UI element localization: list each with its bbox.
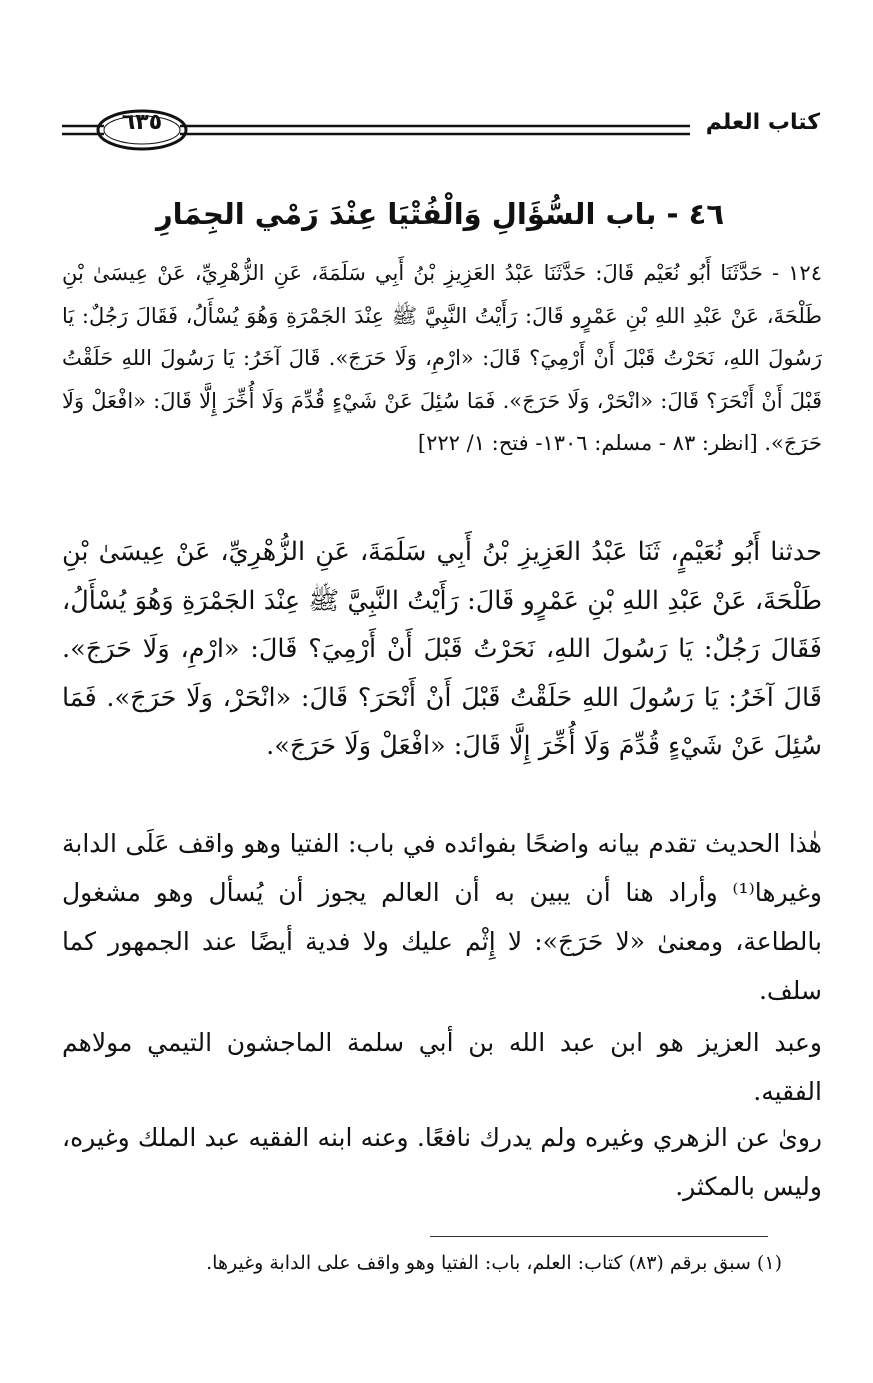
book-title: كتاب العلم [705, 110, 820, 135]
page-number: ٦٣٥ [121, 110, 163, 135]
footnote: (١) سبق برقم (٨٣) كتاب: العلم، باب: الفتيا وهو واقف على الدابة وغيرها. [206, 1252, 782, 1274]
footnote-divider [430, 1236, 768, 1237]
hadith-text: ١٢٤ - حَدَّثَنَا أَبُو نُعَيْم قَالَ: حَدَّثَنَا عَبْدُ العَزِيزِ بْنُ أَبِي سَلَمَةَ، عَنِ الزُّهْرِيِّ، عَنْ عِيسَىٰ بْنِ طَلْحَةَ، عَنْ عَبْدِ اللهِ بْنِ عَمْرٍو قَالَ: رَأَيْتُ النَّبِيَّ ﷺ عِنْدَ الجَمْرَةِ وَهُوَ يُسْأَلُ، فَقَالَ رَجُلٌ: يَا رَسُولَ اللهِ، نَحَرْتُ قَبْلَ أَنْ أَرْمِيَ؟ قَالَ: «ارْمِ، وَلَا حَرَجَ». قَالَ آخَرُ: يَا رَسُولَ اللهِ حَلَقْتُ قَبْلَ أَنْ أَنْحَرَ؟ قَالَ: «انْحَرْ، وَلَا حَرَجَ». فَمَا سُئِلَ عَنْ شَيْءٍ قُدِّمَ وَلَا أُخِّرَ إِلَّا قَالَ: «افْعَلْ وَلَا حَرَجَ». [انظر: ٨٣ - مسلم: ١٣٠٦- فتح: ١/ ٢٢٢] [62, 261, 822, 455]
commentary-paragraph: وعبد العزيز هو ابن عبد الله بن أبي سلمة الماجشون التيمي مولاهم الفقيه. [62, 1028, 822, 1106]
commentary-isnad: حدثنا أَبُو نُعَيْمٍ، ثَنَا عَبْدُ العَزِيزِ بْنُ أَبِي سَلَمَةَ، عَنِ الزُّهْرِيِّ، عَنْ عِيسَىٰ بْنِ طَلْحَةَ، عَنْ عَبْدِ اللهِ بْنِ عَمْرٍو قَالَ: رَأَيْتُ النَّبِيَّ ﷺ عِنْدَ الجَمْرَةِ وَهُوَ يُسْأَلُ، فَقَالَ رَجُلٌ: يَا رَسُولَ اللهِ، نَحَرْتُ قَبْلَ أَنْ أَرْمِيَ؟ قَالَ: «ارْمِ، وَلَا حَرَجَ». قَالَ آخَرُ: يَا رَسُولَ اللهِ حَلَقْتُ قَبْلَ أَنْ أَنْحَرَ؟ قَالَ: «انْحَرْ، وَلَا حَرَجَ». فَمَا سُئِلَ عَنْ شَيْءٍ قُدِّمَ وَلَا أُخِّرَ إِلَّا قَالَ: «افْعَلْ وَلَا حَرَجَ». [62, 537, 822, 762]
commentary-paragraph: هٰذا الحديث تقدم بيانه واضحًا بفوائده في باب: الفتيا وهو واقف عَلَى الدابة وغيرها⁽¹⁾ وأراد هنا أن يبين به أن العالم يجوز أن يُسأل وهو مشغول بالطاعة، ومعنىٰ «لا حَرَجَ»: لا إِثْم عليك ولا فدية أيضًا عند الجمهور كما سلف. [62, 829, 822, 1005]
running-header [60, 104, 820, 164]
chapter-heading: ٤٦ - باب السُّؤَالِ وَالْفُتْيَا عِنْدَ رَمْي الجِمَارِ [155, 197, 725, 231]
commentary-paragraph: روىٰ عن الزهري وغيره ولم يدرك نافعًا. وعنه ابنه الفقيه عبد الملك وغيره، وليس بالمكثر. [62, 1123, 822, 1201]
